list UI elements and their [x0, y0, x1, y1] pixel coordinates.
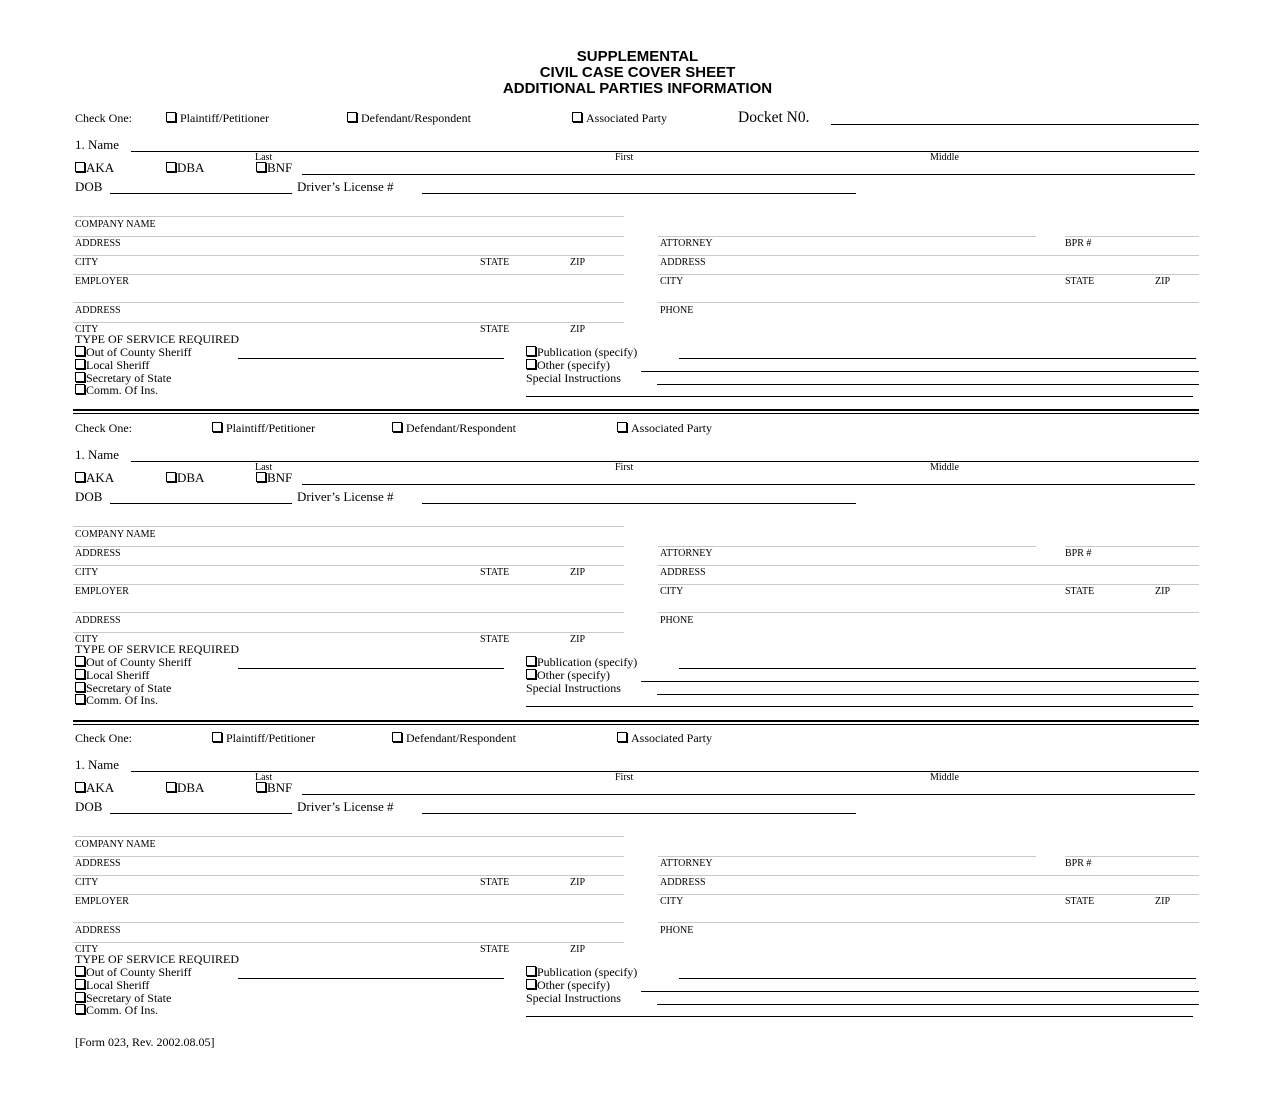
comm-of-ins-label: Comm. Of Ins.	[86, 693, 158, 707]
plaintiff-checkbox[interactable]	[212, 422, 315, 435]
bpr-field[interactable]	[1065, 546, 1199, 547]
checkbox-icon	[75, 472, 85, 482]
company-name-label: COMPANY NAME	[75, 529, 156, 540]
form-revision: [Form 023, Rev. 2002.08.05]	[75, 1035, 215, 1049]
special-instructions-label: Special Instructions	[526, 681, 621, 695]
employer-address-field[interactable]	[73, 302, 624, 303]
company-city-label: CITY	[75, 877, 99, 888]
attorney-address-field[interactable]	[658, 875, 1199, 876]
dob-label: DOB	[75, 489, 103, 504]
company-name-label: COMPANY NAME	[75, 839, 156, 850]
checkbox-icon	[617, 422, 627, 432]
docket-label: Docket N0.	[738, 109, 810, 126]
bnf-checkbox[interactable]	[256, 161, 292, 175]
employer-city-label: CITY	[75, 324, 99, 335]
attorney-city-label: CITY	[660, 586, 684, 597]
attorney-city-field[interactable]	[658, 894, 1199, 895]
aka-label: AKA	[86, 780, 115, 795]
bpr-label: BPR #	[1065, 858, 1092, 869]
local-sheriff-label: Local Sheriff	[86, 978, 150, 992]
attorney-address-label: ADDRESS	[660, 257, 706, 268]
first-name-caption: First	[615, 462, 634, 473]
defendant-label: Defendant/Respondent	[406, 421, 516, 435]
company-address-field[interactable]	[73, 236, 624, 237]
attorney-zip-label: ZIP	[1155, 896, 1170, 907]
checkbox-icon	[212, 422, 222, 432]
plaintiff-label: Plaintiff/Petitioner	[226, 731, 316, 745]
party-section	[0, 0, 1275, 397]
publication-label: Publication (specify)	[537, 965, 638, 979]
bpr-label: BPR #	[1065, 548, 1092, 559]
aka-checkbox[interactable]	[75, 781, 114, 795]
employer-field[interactable]	[73, 584, 624, 585]
bnf-checkbox[interactable]	[256, 781, 292, 795]
checkbox-icon	[347, 112, 357, 122]
publication-label: Publication (specify)	[537, 345, 638, 359]
dba-label: DBA	[177, 470, 205, 485]
special-instructions-field-2[interactable]	[526, 1016, 1193, 1017]
employer-city-label: CITY	[75, 634, 99, 645]
dba-label: DBA	[177, 160, 205, 175]
out-of-county-sheriff-field[interactable]	[238, 978, 504, 979]
service-type-heading: TYPE OF SERVICE REQUIRED	[75, 642, 240, 656]
bpr-label: BPR #	[1065, 238, 1092, 249]
bnf-label: BNF	[267, 160, 293, 175]
company-city-label: CITY	[75, 257, 99, 268]
employer-field[interactable]	[73, 894, 624, 895]
checkbox-icon	[75, 966, 85, 976]
checkbox-icon	[75, 162, 85, 172]
company-name-label: COMPANY NAME	[75, 219, 156, 230]
dba-label: DBA	[177, 780, 205, 795]
aka-label: AKA	[86, 470, 115, 485]
checkbox-icon	[256, 782, 266, 792]
last-name-caption: Last	[255, 152, 273, 163]
checkbox-icon	[212, 732, 222, 742]
section-separator	[73, 409, 1199, 414]
attorney-phone-field[interactable]	[658, 922, 1199, 923]
aka-checkbox[interactable]	[75, 471, 114, 485]
employer-label: EMPLOYER	[75, 586, 129, 597]
drivers-license-field[interactable]	[422, 503, 856, 504]
drivers-license-label: Driver’s License #	[297, 799, 394, 814]
secretary-of-state-label: Secretary of State	[86, 991, 172, 1005]
employer-state-label: STATE	[480, 324, 510, 335]
publication-field[interactable]	[679, 978, 1196, 979]
last-name-caption: Last	[255, 462, 273, 473]
plaintiff-label: Plaintiff/Petitioner	[180, 111, 270, 125]
employer-zip-label: ZIP	[570, 324, 585, 335]
checkbox-icon	[166, 162, 176, 172]
dob-label: DOB	[75, 799, 103, 814]
attorney-address-field[interactable]	[658, 255, 1199, 256]
employer-state-label: STATE	[480, 634, 510, 645]
attorney-phone-field[interactable]	[658, 302, 1199, 303]
attorney-label: ATTORNEY	[660, 548, 713, 559]
checkbox-icon	[75, 782, 85, 792]
service-type-heading: TYPE OF SERVICE REQUIRED	[75, 332, 240, 346]
attorney-phone-label: PHONE	[660, 615, 694, 626]
bnf-label: BNF	[267, 780, 293, 795]
service-type-heading: TYPE OF SERVICE REQUIRED	[75, 952, 240, 966]
dba-checkbox[interactable]	[166, 161, 204, 175]
middle-name-caption: Middle	[930, 462, 959, 473]
bnf-label: BNF	[267, 470, 293, 485]
company-zip-label: ZIP	[570, 567, 585, 578]
special-instructions-label: Special Instructions	[526, 991, 621, 1005]
special-instructions-label: Special Instructions	[526, 371, 621, 385]
associated-party-checkbox[interactable]	[572, 112, 667, 125]
employer-address-field[interactable]	[73, 922, 624, 923]
drivers-license-field[interactable]	[422, 193, 856, 194]
checkbox-icon	[526, 966, 536, 976]
company-address-label: ADDRESS	[75, 238, 121, 249]
bpr-field[interactable]	[1065, 236, 1199, 237]
local-sheriff-label: Local Sheriff	[86, 358, 150, 372]
employer-field[interactable]	[73, 274, 624, 275]
publication-label: Publication (specify)	[537, 655, 638, 669]
company-name-field[interactable]	[73, 216, 624, 217]
attorney-state-label: STATE	[1065, 586, 1095, 597]
associated-party-label: Associated Party	[631, 731, 712, 745]
attorney-city-field[interactable]	[658, 274, 1199, 275]
dba-checkbox[interactable]	[166, 781, 204, 795]
check-one-label: Check One:	[75, 421, 132, 435]
defendant-label: Defendant/Respondent	[406, 731, 516, 745]
aka-checkbox[interactable]	[75, 161, 114, 175]
local-sheriff-label: Local Sheriff	[86, 668, 150, 682]
checkbox-icon	[75, 992, 85, 1002]
form-title-cover-sheet: CIVIL CASE COVER SHEET	[539, 64, 736, 81]
checkbox-icon	[75, 979, 85, 989]
dob-field[interactable]	[110, 813, 292, 814]
defendant-checkbox[interactable]	[392, 422, 516, 435]
employer-label: EMPLOYER	[75, 896, 129, 907]
checkbox-icon	[75, 1004, 85, 1014]
attorney-phone-label: PHONE	[660, 925, 694, 936]
drivers-license-label: Driver’s License #	[297, 489, 394, 504]
dob-label: DOB	[75, 179, 103, 194]
company-state-label: STATE	[480, 257, 510, 268]
check-one-label: Check One:	[75, 111, 132, 125]
checkbox-icon	[572, 112, 582, 122]
other-label: Other (specify)	[537, 978, 610, 992]
other-label: Other (specify)	[537, 668, 610, 682]
employer-city-label: CITY	[75, 944, 99, 955]
employer-address-label: ADDRESS	[75, 305, 121, 316]
name-field[interactable]	[131, 461, 1199, 462]
name-field[interactable]	[131, 771, 1199, 772]
employer-zip-label: ZIP	[570, 944, 585, 955]
dob-field[interactable]	[110, 503, 292, 504]
bpr-field[interactable]	[1065, 856, 1199, 857]
checkbox-icon	[256, 472, 266, 482]
comm-of-ins-checkbox[interactable]	[75, 1004, 158, 1017]
section-separator	[73, 720, 1199, 725]
middle-name-caption: Middle	[930, 152, 959, 163]
checkbox-icon	[166, 112, 176, 122]
attorney-label: ATTORNEY	[660, 238, 713, 249]
out-of-county-sheriff-label: Out of County Sheriff	[86, 345, 192, 359]
attorney-city-label: CITY	[660, 276, 684, 287]
checkbox-icon	[166, 472, 176, 482]
company-city-field[interactable]	[73, 565, 624, 566]
company-zip-label: ZIP	[570, 877, 585, 888]
attorney-address-label: ADDRESS	[660, 567, 706, 578]
checkbox-icon	[526, 979, 536, 989]
checkbox-icon	[392, 732, 402, 742]
company-zip-label: ZIP	[570, 257, 585, 268]
out-of-county-sheriff-label: Out of County Sheriff	[86, 655, 192, 669]
bnf-checkbox[interactable]	[256, 471, 292, 485]
check-one-label: Check One:	[75, 731, 132, 745]
name-label: 1. Name	[75, 447, 120, 462]
attorney-city-label: CITY	[660, 896, 684, 907]
attorney-phone-field[interactable]	[658, 612, 1199, 613]
attorney-field[interactable]	[658, 236, 1036, 237]
name-label: 1. Name	[75, 137, 120, 152]
company-city-field[interactable]	[73, 875, 624, 876]
attorney-zip-label: ZIP	[1155, 586, 1170, 597]
middle-name-caption: Middle	[930, 772, 959, 783]
associated-party-label: Associated Party	[586, 111, 667, 125]
associated-party-label: Associated Party	[631, 421, 712, 435]
attorney-zip-label: ZIP	[1155, 276, 1170, 287]
attorney-state-label: STATE	[1065, 896, 1095, 907]
checkbox-icon	[617, 732, 627, 742]
dba-checkbox[interactable]	[166, 471, 204, 485]
company-address-field[interactable]	[73, 856, 624, 857]
other-label: Other (specify)	[537, 358, 610, 372]
comm-of-ins-label: Comm. Of Ins.	[86, 1003, 158, 1017]
first-name-caption: First	[615, 772, 634, 783]
attorney-city-field[interactable]	[658, 584, 1199, 585]
employer-address-label: ADDRESS	[75, 615, 121, 626]
name-field[interactable]	[131, 151, 1199, 152]
attorney-field[interactable]	[658, 856, 1036, 857]
checkbox-icon	[256, 162, 266, 172]
secretary-of-state-label: Secretary of State	[86, 681, 172, 695]
secretary-of-state-label: Secretary of State	[86, 371, 172, 385]
company-state-label: STATE	[480, 877, 510, 888]
bnf-field[interactable]	[302, 794, 1195, 795]
employer-label: EMPLOYER	[75, 276, 129, 287]
company-address-label: ADDRESS	[75, 548, 121, 559]
name-label: 1. Name	[75, 757, 120, 772]
party-section	[0, 620, 1275, 1017]
aka-label: AKA	[86, 160, 115, 175]
last-name-caption: Last	[255, 772, 273, 783]
defendant-label: Defendant/Respondent	[361, 111, 471, 125]
company-state-label: STATE	[480, 567, 510, 578]
plaintiff-label: Plaintiff/Petitioner	[226, 421, 316, 435]
other-field[interactable]	[641, 991, 1199, 992]
first-name-caption: First	[615, 152, 634, 163]
attorney-state-label: STATE	[1065, 276, 1095, 287]
checkbox-icon	[392, 422, 402, 432]
company-name-field[interactable]	[73, 526, 624, 527]
company-city-field[interactable]	[73, 255, 624, 256]
company-name-field[interactable]	[73, 836, 624, 837]
employer-address-label: ADDRESS	[75, 925, 121, 936]
company-city-label: CITY	[75, 567, 99, 578]
comm-of-ins-label: Comm. Of Ins.	[86, 383, 158, 397]
associated-party-checkbox[interactable]	[617, 422, 712, 435]
plaintiff-checkbox[interactable]	[212, 732, 315, 745]
checkbox-icon	[166, 782, 176, 792]
dob-field[interactable]	[110, 193, 292, 194]
defendant-checkbox[interactable]	[347, 112, 471, 125]
bnf-field[interactable]	[302, 484, 1195, 485]
drivers-license-field[interactable]	[422, 813, 856, 814]
employer-zip-label: ZIP	[570, 634, 585, 645]
special-instructions-field[interactable]	[657, 1004, 1199, 1005]
company-address-field[interactable]	[73, 546, 624, 547]
attorney-phone-label: PHONE	[660, 305, 694, 316]
bnf-field[interactable]	[302, 174, 1195, 175]
employer-state-label: STATE	[480, 944, 510, 955]
plaintiff-checkbox[interactable]	[166, 112, 269, 125]
attorney-address-label: ADDRESS	[660, 877, 706, 888]
out-of-county-sheriff-label: Out of County Sheriff	[86, 965, 192, 979]
form-title-additional-parties: ADDITIONAL PARTIES INFORMATION	[502, 80, 773, 97]
attorney-address-field[interactable]	[658, 565, 1199, 566]
attorney-label: ATTORNEY	[660, 858, 713, 869]
attorney-field[interactable]	[658, 546, 1036, 547]
associated-party-checkbox[interactable]	[617, 732, 712, 745]
employer-address-field[interactable]	[73, 612, 624, 613]
form-title-supplemental: SUPPLEMENTAL	[576, 48, 699, 65]
company-address-label: ADDRESS	[75, 858, 121, 869]
defendant-checkbox[interactable]	[392, 732, 516, 745]
employer-city-field[interactable]	[73, 942, 624, 943]
drivers-license-label: Driver’s License #	[297, 179, 394, 194]
party-section	[0, 310, 1275, 707]
